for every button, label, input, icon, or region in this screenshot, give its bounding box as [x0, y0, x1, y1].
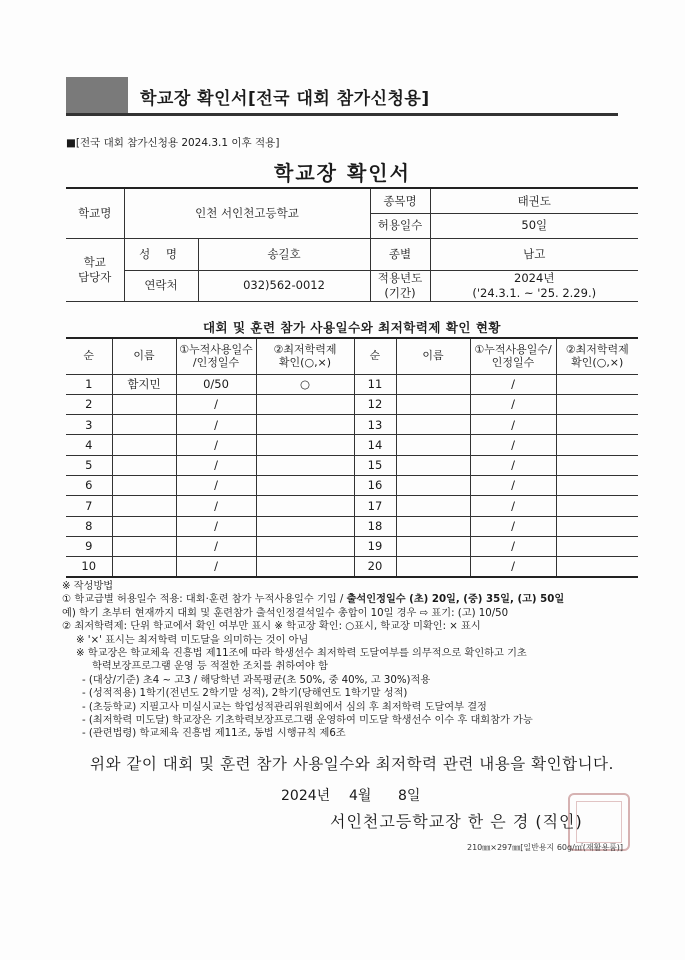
- instruction-line: - (대상/기준) 초4 ~ 고3 / 해당학년 과목평균(초 50%, 중 40%, 고 30%)적용: [82, 674, 431, 686]
- table-row: [66, 394, 638, 414]
- row-name: [112, 557, 176, 577]
- row-check-2: [556, 374, 638, 394]
- row-check: [256, 455, 354, 475]
- row-check-2: [556, 415, 638, 435]
- period-value: 2024년 ('24.3.1. ~ '25. 2.29.): [430, 270, 638, 301]
- row-no: 5: [66, 455, 112, 475]
- row-check: [256, 415, 354, 435]
- category-value: 남고: [430, 238, 638, 270]
- row-no: 10: [66, 557, 112, 577]
- row-check-2: [556, 394, 638, 414]
- row-name-2: [396, 536, 470, 556]
- applicability-note: ■[전국 대회 참가신청용 2024.3.1 이후 적용]: [66, 137, 280, 149]
- allowed-days-label: 허용일수: [370, 213, 430, 238]
- seal-inner-border: [576, 801, 622, 843]
- sport-label: 종목명: [370, 188, 430, 213]
- row-no-2: 19: [354, 536, 396, 556]
- row-days-2: /: [470, 536, 556, 556]
- row-name-2: [396, 435, 470, 455]
- instruction-line: ② 최저학력제: 단위 학교에서 확인 여부만 표시 ※ 학교장 확인: ○표시, 학교장 미확인: × 표시: [62, 621, 481, 633]
- school-name-value: 인천 서인천고등학교: [124, 188, 370, 238]
- row-name: [112, 394, 176, 414]
- row-days-2: /: [470, 455, 556, 475]
- row-days-2: /: [470, 415, 556, 435]
- col-header-no: 순: [66, 338, 112, 374]
- row-name-2: [396, 394, 470, 414]
- row-check: [256, 475, 354, 495]
- row-name: [112, 455, 176, 475]
- row-check-2: [556, 536, 638, 556]
- date-day: 8일: [398, 788, 421, 804]
- sport-value: 태권도: [430, 188, 638, 213]
- row-days-2: /: [470, 516, 556, 536]
- instruction-text: ① 학교급별 허용일수 적용: 대회·훈련 참가 누적사용일수 기입 /: [62, 594, 347, 606]
- table-row: [66, 475, 638, 495]
- col-header-check-2: ②최저학력제 확인(○,×): [556, 338, 638, 374]
- instruction-line: - (최저학력 미도달) 학교장은 기초학력보장프로그램 운영하여 미도달 학생선수 이수 후 대회참가 가능: [82, 715, 533, 727]
- instruction-line: 예) 학기 초부터 현재까지 대회 및 훈련참가 출석인정결석일수 총합이 10일 경우 ⇨ 표기: (고) 10/50: [62, 607, 509, 619]
- row-days-2: /: [470, 435, 556, 455]
- contact-label: 연락처: [124, 270, 198, 301]
- col-header-days: ①누적사용일수 /인정일수: [176, 338, 256, 374]
- table-row: [66, 455, 638, 475]
- table-header-row: [66, 338, 638, 374]
- row-days: /: [176, 435, 256, 455]
- row-name-2: [396, 475, 470, 495]
- row-no: 9: [66, 536, 112, 556]
- athlete-list-table: [66, 337, 638, 578]
- table-row: [66, 557, 638, 577]
- signer: 서인천고등학교장 한 은 경 (직인): [330, 812, 583, 831]
- header-title: 학교장 확인서[전국 대회 참가신청용]: [140, 89, 430, 109]
- school-name-label: 학교명: [66, 188, 124, 238]
- row-check: ○: [256, 374, 354, 394]
- row-check-2: [556, 455, 638, 475]
- row-no-2: 15: [354, 455, 396, 475]
- row-name: [112, 536, 176, 556]
- row-name-2: [396, 557, 470, 577]
- date-year: 2024년: [281, 788, 331, 804]
- row-days: /: [176, 496, 256, 516]
- row-no-2: 18: [354, 516, 396, 536]
- row-check-2: [556, 496, 638, 516]
- row-days: /: [176, 557, 256, 577]
- row-days: /: [176, 455, 256, 475]
- row-no: 6: [66, 475, 112, 495]
- row-no-2: 16: [354, 475, 396, 495]
- table-row: [66, 536, 638, 556]
- row-no-2: 11: [354, 374, 396, 394]
- table-row: [66, 496, 638, 516]
- row-days: /: [176, 415, 256, 435]
- row-name-2: [396, 496, 470, 516]
- row-name: [112, 475, 176, 495]
- row-no: 7: [66, 496, 112, 516]
- category-label: 종별: [370, 238, 430, 270]
- row-days: /: [176, 394, 256, 414]
- row-check: [256, 557, 354, 577]
- row-no: 2: [66, 394, 112, 414]
- table-row: [66, 374, 638, 394]
- row-no-2: 13: [354, 415, 396, 435]
- row-days: /: [176, 536, 256, 556]
- row-name: 함지민: [112, 374, 176, 394]
- row-name: [112, 415, 176, 435]
- row-no-2: 12: [354, 394, 396, 414]
- row-no: 1: [66, 374, 112, 394]
- col-header-check: ②최저학력제 확인(○,×): [256, 338, 354, 374]
- instruction-emphasis: 출석인정일수 (초) 20일, (중) 35일, (고) 50일: [346, 594, 565, 606]
- row-days: 0/50: [176, 374, 256, 394]
- row-check: [256, 394, 354, 414]
- row-days-2: /: [470, 374, 556, 394]
- period-label: 적용년도 (기간): [370, 270, 430, 301]
- col-header-name-2: 이름: [396, 338, 470, 374]
- row-no: 4: [66, 435, 112, 455]
- name-value: 송길호: [198, 238, 370, 270]
- row-name-2: [396, 374, 470, 394]
- row-days-2: /: [470, 496, 556, 516]
- table-row: [66, 516, 638, 536]
- instruction-line: - (성적적용) 1학기(전년도 2학기말 성적), 2학기(당해연도 1학기말 성적): [82, 688, 408, 700]
- instructions-heading: ※ 작성방법: [62, 581, 114, 592]
- row-name: [112, 496, 176, 516]
- instruction-line: - (초등학교) 지필고사 미실시교는 학업성적관리위원회에서 심의 후 최저학력 도달여부 결정: [82, 701, 487, 713]
- row-check: [256, 496, 354, 516]
- row-check-2: [556, 516, 638, 536]
- row-days: /: [176, 516, 256, 536]
- row-no-2: 14: [354, 435, 396, 455]
- allowed-days-value: 50일: [430, 213, 638, 238]
- row-name-2: [396, 455, 470, 475]
- instruction-line: ※ '×' 표시는 최저학력 미도달을 의미하는 것이 아님: [76, 634, 309, 646]
- row-name-2: [396, 516, 470, 536]
- date-month: 4월: [349, 788, 372, 804]
- row-name: [112, 516, 176, 536]
- row-days-2: /: [470, 557, 556, 577]
- row-check-2: [556, 557, 638, 577]
- paper-spec: 210㎜×297㎜[일반용지 60g/㎡(재활용품)]: [467, 843, 624, 852]
- row-days: /: [176, 475, 256, 495]
- row-days-2: /: [470, 475, 556, 495]
- instruction-line: ※ 학교장은 학교체육 진흥법 제11조에 따라 학생선수 최저학력 도달여부를 의무적으로 확인하고 기초: [76, 648, 527, 660]
- row-check: [256, 516, 354, 536]
- row-name-2: [396, 415, 470, 435]
- row-no-2: 20: [354, 557, 396, 577]
- instruction-line: - (관련법령) 학교체육 진흥법 제11조, 동법 시행규칙 제6조: [82, 728, 346, 740]
- row-check: [256, 435, 354, 455]
- header-rule: [66, 113, 618, 116]
- instruction-line: 학력보장프로그램 운영 등 적절한 조치를 취하여야 함: [92, 661, 328, 673]
- row-no-2: 17: [354, 496, 396, 516]
- table-row: [66, 415, 638, 435]
- col-header-days-2: ①누적사용일수/ 인정일수: [470, 338, 556, 374]
- header-gray-block: [66, 77, 128, 113]
- col-header-no-2: 순: [354, 338, 396, 374]
- manager-label: 학교 담당자: [66, 238, 124, 301]
- table-row: [66, 435, 638, 455]
- instruction-line: [62, 593, 642, 606]
- row-check: [256, 536, 354, 556]
- col-header-name: 이름: [112, 338, 176, 374]
- contact-value: 032)562-0012: [198, 270, 370, 301]
- instructions: [62, 580, 642, 741]
- section-title: 대회 및 훈련 참가 사용일수와 최저학력제 확인 현황: [202, 320, 502, 335]
- row-no: 3: [66, 415, 112, 435]
- school-info-table: [66, 187, 638, 302]
- name-label: 성 명: [124, 238, 198, 270]
- confirmation-statement: 위와 같이 대회 및 훈련 참가 사용일수와 최저학력 관련 내용을 확인합니다.: [90, 755, 614, 773]
- row-check-2: [556, 475, 638, 495]
- document-title: 학교장 확인서: [274, 161, 411, 185]
- row-name: [112, 435, 176, 455]
- row-no: 8: [66, 516, 112, 536]
- row-days-2: /: [470, 394, 556, 414]
- row-check-2: [556, 435, 638, 455]
